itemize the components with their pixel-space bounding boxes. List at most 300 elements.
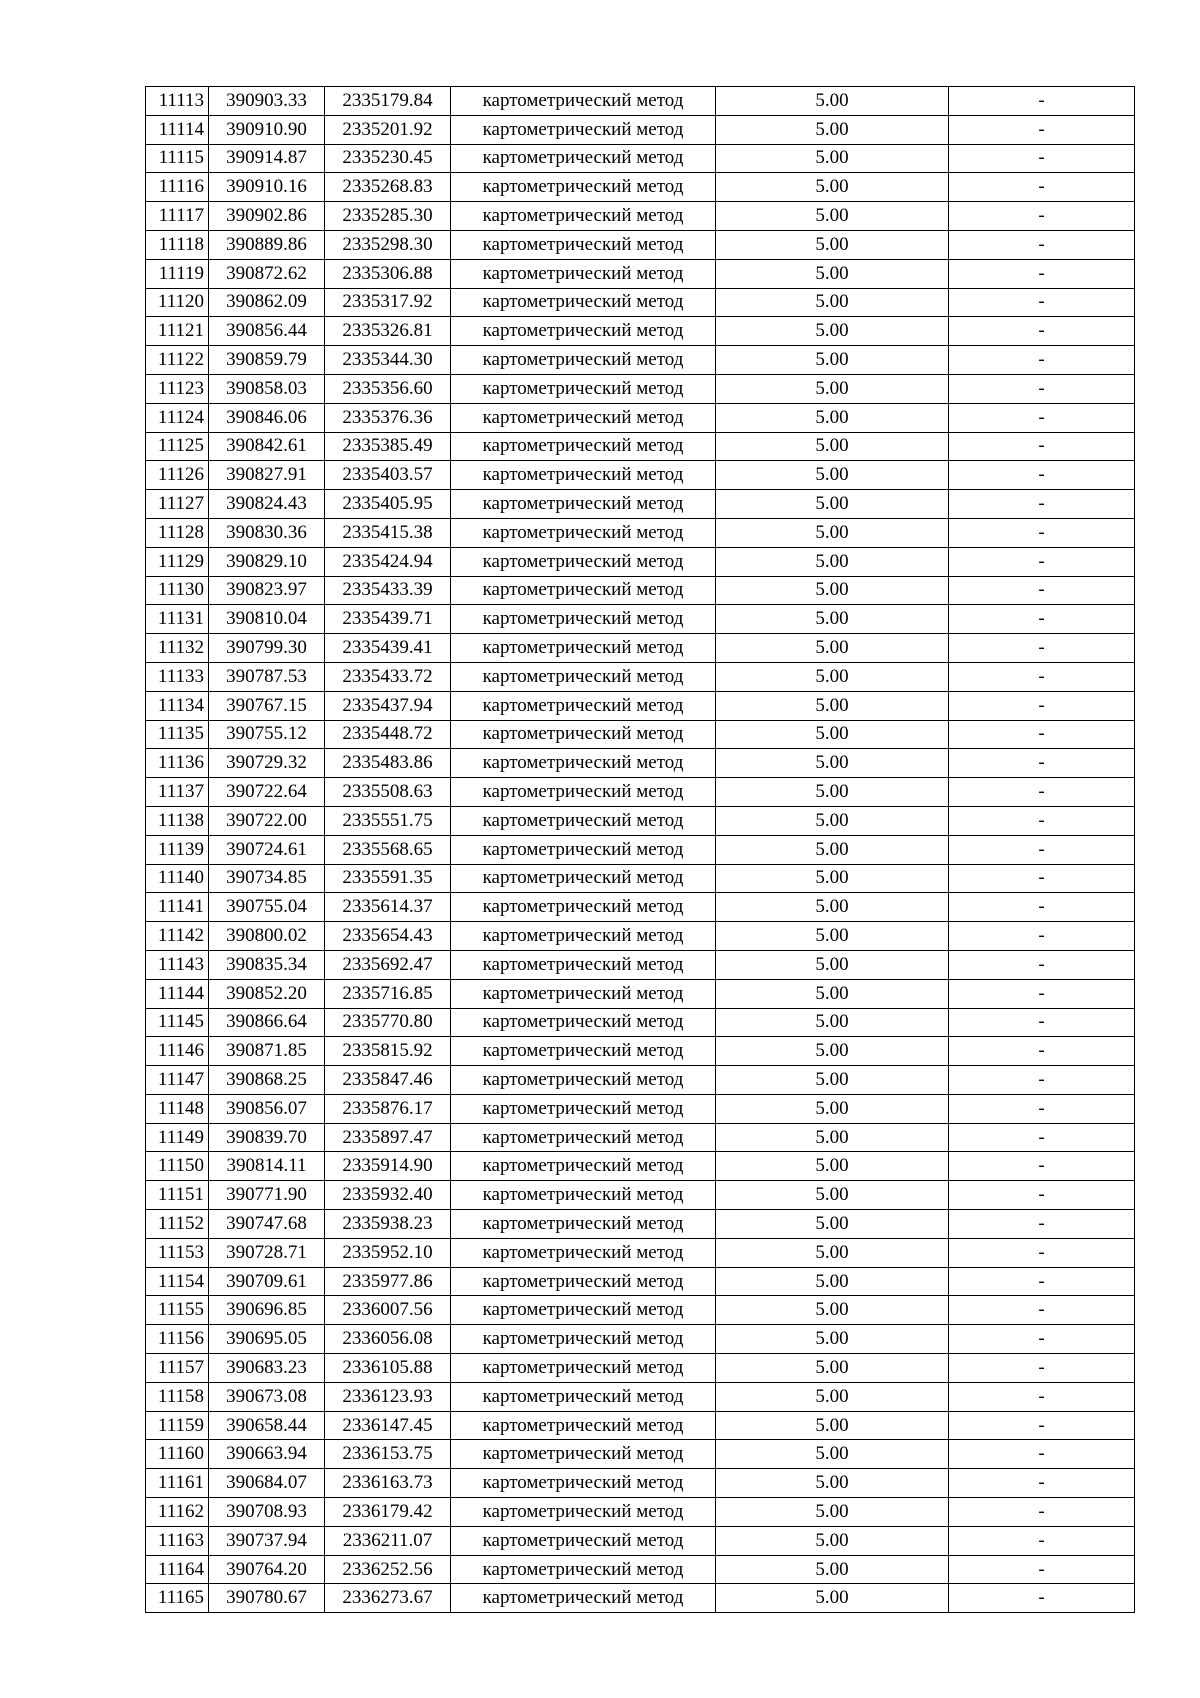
table-row <box>146 806 1135 835</box>
method-cell: картометрический метод <box>451 1526 716 1555</box>
description-cell: - <box>949 1325 1135 1354</box>
table-row <box>146 259 1135 288</box>
method-cell: картометрический метод <box>451 893 716 922</box>
method-cell: картометрический метод <box>451 979 716 1008</box>
description-cell: - <box>949 893 1135 922</box>
method-cell: картометрический метод <box>451 1382 716 1411</box>
table-row <box>146 1008 1135 1037</box>
y-coordinate-cell: 2335938.23 <box>325 1210 451 1239</box>
description-cell: - <box>949 288 1135 317</box>
method-cell: картометрический метод <box>451 922 716 951</box>
table-row <box>146 1181 1135 1210</box>
description-cell: - <box>949 720 1135 749</box>
y-coordinate-cell: 2335654.43 <box>325 922 451 951</box>
description-cell: - <box>949 1440 1135 1469</box>
table-row <box>146 749 1135 778</box>
description-cell: - <box>949 1037 1135 1066</box>
accuracy-cell: 5.00 <box>716 461 949 490</box>
point-number-cell: 11159 <box>146 1411 209 1440</box>
accuracy-cell: 5.00 <box>716 662 949 691</box>
y-coordinate-cell: 2335614.37 <box>325 893 451 922</box>
point-number-cell: 11137 <box>146 778 209 807</box>
accuracy-cell: 5.00 <box>716 259 949 288</box>
point-number-cell: 11157 <box>146 1354 209 1383</box>
x-coordinate-cell: 390889.86 <box>209 230 325 259</box>
x-coordinate-cell: 390866.64 <box>209 1008 325 1037</box>
y-coordinate-cell: 2335692.47 <box>325 950 451 979</box>
description-cell: - <box>949 374 1135 403</box>
x-coordinate-cell: 390734.85 <box>209 864 325 893</box>
y-coordinate-cell: 2335424.94 <box>325 547 451 576</box>
accuracy-cell: 5.00 <box>716 403 949 432</box>
table-row <box>146 576 1135 605</box>
coordinates-table <box>145 86 1135 1613</box>
description-cell: - <box>949 1354 1135 1383</box>
table-row <box>146 173 1135 202</box>
x-coordinate-cell: 390709.61 <box>209 1267 325 1296</box>
accuracy-cell: 5.00 <box>716 1354 949 1383</box>
accuracy-cell: 5.00 <box>716 864 949 893</box>
description-cell: - <box>949 1267 1135 1296</box>
accuracy-cell: 5.00 <box>716 87 949 116</box>
point-number-cell: 11140 <box>146 864 209 893</box>
x-coordinate-cell: 390902.86 <box>209 202 325 231</box>
point-number-cell: 11143 <box>146 950 209 979</box>
accuracy-cell: 5.00 <box>716 346 949 375</box>
point-number-cell: 11132 <box>146 634 209 663</box>
point-number-cell: 11118 <box>146 230 209 259</box>
x-coordinate-cell: 390771.90 <box>209 1181 325 1210</box>
point-number-cell: 11142 <box>146 922 209 951</box>
table-row <box>146 461 1135 490</box>
description-cell: - <box>949 749 1135 778</box>
point-number-cell: 11135 <box>146 720 209 749</box>
accuracy-cell: 5.00 <box>716 202 949 231</box>
method-cell: картометрический метод <box>451 1008 716 1037</box>
x-coordinate-cell: 390852.20 <box>209 979 325 1008</box>
table-row <box>146 317 1135 346</box>
x-coordinate-cell: 390724.61 <box>209 835 325 864</box>
description-cell: - <box>949 1526 1135 1555</box>
method-cell: картометрический метод <box>451 691 716 720</box>
method-cell: картометрический метод <box>451 778 716 807</box>
x-coordinate-cell: 390830.36 <box>209 518 325 547</box>
point-number-cell: 11136 <box>146 749 209 778</box>
point-number-cell: 11131 <box>146 605 209 634</box>
accuracy-cell: 5.00 <box>716 1008 949 1037</box>
point-number-cell: 11156 <box>146 1325 209 1354</box>
y-coordinate-cell: 2335914.90 <box>325 1152 451 1181</box>
method-cell: картометрический метод <box>451 835 716 864</box>
table-row <box>146 144 1135 173</box>
point-number-cell: 11114 <box>146 115 209 144</box>
table-row <box>146 691 1135 720</box>
accuracy-cell: 5.00 <box>716 490 949 519</box>
method-cell: картометрический метод <box>451 374 716 403</box>
accuracy-cell: 5.00 <box>716 1498 949 1527</box>
description-cell: - <box>949 87 1135 116</box>
description-cell: - <box>949 259 1135 288</box>
accuracy-cell: 5.00 <box>716 1123 949 1152</box>
y-coordinate-cell: 2335356.60 <box>325 374 451 403</box>
table-row <box>146 432 1135 461</box>
x-coordinate-cell: 390764.20 <box>209 1555 325 1584</box>
accuracy-cell: 5.00 <box>716 1181 949 1210</box>
table-row <box>146 115 1135 144</box>
y-coordinate-cell: 2335433.72 <box>325 662 451 691</box>
table-row <box>146 1066 1135 1095</box>
y-coordinate-cell: 2335508.63 <box>325 778 451 807</box>
table-row <box>146 1094 1135 1123</box>
y-coordinate-cell: 2335385.49 <box>325 432 451 461</box>
table-row <box>146 1584 1135 1613</box>
table-row <box>146 1210 1135 1239</box>
y-coordinate-cell: 2335298.30 <box>325 230 451 259</box>
x-coordinate-cell: 390856.44 <box>209 317 325 346</box>
description-cell: - <box>949 1094 1135 1123</box>
method-cell: картометрический метод <box>451 1123 716 1152</box>
y-coordinate-cell: 2335568.65 <box>325 835 451 864</box>
table-row <box>146 1325 1135 1354</box>
point-number-cell: 11121 <box>146 317 209 346</box>
table-row <box>146 547 1135 576</box>
table-row <box>146 1123 1135 1152</box>
point-number-cell: 11162 <box>146 1498 209 1527</box>
x-coordinate-cell: 390846.06 <box>209 403 325 432</box>
method-cell: картометрический метод <box>451 1469 716 1498</box>
y-coordinate-cell: 2335403.57 <box>325 461 451 490</box>
point-number-cell: 11164 <box>146 1555 209 1584</box>
method-cell: картометрический метод <box>451 950 716 979</box>
y-coordinate-cell: 2336252.56 <box>325 1555 451 1584</box>
method-cell: картометрический метод <box>451 1440 716 1469</box>
method-cell: картометрический метод <box>451 144 716 173</box>
accuracy-cell: 5.00 <box>716 1325 949 1354</box>
y-coordinate-cell: 2335437.94 <box>325 691 451 720</box>
description-cell: - <box>949 1066 1135 1095</box>
x-coordinate-cell: 390695.05 <box>209 1325 325 1354</box>
method-cell: картометрический метод <box>451 547 716 576</box>
accuracy-cell: 5.00 <box>716 1238 949 1267</box>
method-cell: картометрический метод <box>451 202 716 231</box>
x-coordinate-cell: 390859.79 <box>209 346 325 375</box>
x-coordinate-cell: 390871.85 <box>209 1037 325 1066</box>
x-coordinate-cell: 390839.70 <box>209 1123 325 1152</box>
method-cell: картометрический метод <box>451 1296 716 1325</box>
point-number-cell: 11146 <box>146 1037 209 1066</box>
x-coordinate-cell: 390722.64 <box>209 778 325 807</box>
method-cell: картометрический метод <box>451 518 716 547</box>
point-number-cell: 11126 <box>146 461 209 490</box>
y-coordinate-cell: 2335551.75 <box>325 806 451 835</box>
table-row <box>146 1238 1135 1267</box>
method-cell: картометрический метод <box>451 1210 716 1239</box>
x-coordinate-cell: 390842.61 <box>209 432 325 461</box>
method-cell: картометрический метод <box>451 1584 716 1613</box>
method-cell: картометрический метод <box>451 115 716 144</box>
x-coordinate-cell: 390872.62 <box>209 259 325 288</box>
point-number-cell: 11147 <box>146 1066 209 1095</box>
x-coordinate-cell: 390800.02 <box>209 922 325 951</box>
coordinates-table-body <box>146 87 1135 1613</box>
table-row <box>146 720 1135 749</box>
x-coordinate-cell: 390823.97 <box>209 576 325 605</box>
accuracy-cell: 5.00 <box>716 230 949 259</box>
description-cell: - <box>949 922 1135 951</box>
accuracy-cell: 5.00 <box>716 115 949 144</box>
description-cell: - <box>949 1411 1135 1440</box>
table-row <box>146 346 1135 375</box>
table-row <box>146 634 1135 663</box>
x-coordinate-cell: 390858.03 <box>209 374 325 403</box>
point-number-cell: 11122 <box>146 346 209 375</box>
x-coordinate-cell: 390787.53 <box>209 662 325 691</box>
table-row <box>146 950 1135 979</box>
table-row <box>146 1354 1135 1383</box>
point-number-cell: 11128 <box>146 518 209 547</box>
point-number-cell: 11152 <box>146 1210 209 1239</box>
table-row <box>146 288 1135 317</box>
x-coordinate-cell: 390856.07 <box>209 1094 325 1123</box>
accuracy-cell: 5.00 <box>716 691 949 720</box>
method-cell: картометрический метод <box>451 1181 716 1210</box>
point-number-cell: 11123 <box>146 374 209 403</box>
x-coordinate-cell: 390829.10 <box>209 547 325 576</box>
method-cell: картометрический метод <box>451 317 716 346</box>
description-cell: - <box>949 778 1135 807</box>
table-row <box>146 1440 1135 1469</box>
x-coordinate-cell: 390799.30 <box>209 634 325 663</box>
y-coordinate-cell: 2335815.92 <box>325 1037 451 1066</box>
point-number-cell: 11145 <box>146 1008 209 1037</box>
table-row <box>146 1526 1135 1555</box>
x-coordinate-cell: 390827.91 <box>209 461 325 490</box>
point-number-cell: 11116 <box>146 173 209 202</box>
x-coordinate-cell: 390658.44 <box>209 1411 325 1440</box>
y-coordinate-cell: 2335439.71 <box>325 605 451 634</box>
accuracy-cell: 5.00 <box>716 720 949 749</box>
table-row <box>146 230 1135 259</box>
y-coordinate-cell: 2335344.30 <box>325 346 451 375</box>
description-cell: - <box>949 317 1135 346</box>
point-number-cell: 11141 <box>146 893 209 922</box>
method-cell: картометрический метод <box>451 1498 716 1527</box>
x-coordinate-cell: 390755.04 <box>209 893 325 922</box>
y-coordinate-cell: 2336273.67 <box>325 1584 451 1613</box>
point-number-cell: 11155 <box>146 1296 209 1325</box>
description-cell: - <box>949 1584 1135 1613</box>
y-coordinate-cell: 2336153.75 <box>325 1440 451 1469</box>
accuracy-cell: 5.00 <box>716 893 949 922</box>
method-cell: картометрический метод <box>451 864 716 893</box>
accuracy-cell: 5.00 <box>716 1296 949 1325</box>
description-cell: - <box>949 547 1135 576</box>
description-cell: - <box>949 144 1135 173</box>
description-cell: - <box>949 461 1135 490</box>
x-coordinate-cell: 390810.04 <box>209 605 325 634</box>
accuracy-cell: 5.00 <box>716 288 949 317</box>
x-coordinate-cell: 390722.00 <box>209 806 325 835</box>
method-cell: картометрический метод <box>451 87 716 116</box>
y-coordinate-cell: 2335977.86 <box>325 1267 451 1296</box>
y-coordinate-cell: 2335448.72 <box>325 720 451 749</box>
method-cell: картометрический метод <box>451 1152 716 1181</box>
point-number-cell: 11160 <box>146 1440 209 1469</box>
accuracy-cell: 5.00 <box>716 1469 949 1498</box>
accuracy-cell: 5.00 <box>716 1094 949 1123</box>
y-coordinate-cell: 2335179.84 <box>325 87 451 116</box>
x-coordinate-cell: 390862.09 <box>209 288 325 317</box>
accuracy-cell: 5.00 <box>716 1411 949 1440</box>
point-number-cell: 11120 <box>146 288 209 317</box>
accuracy-cell: 5.00 <box>716 835 949 864</box>
point-number-cell: 11124 <box>146 403 209 432</box>
description-cell: - <box>949 1555 1135 1584</box>
x-coordinate-cell: 390747.68 <box>209 1210 325 1239</box>
accuracy-cell: 5.00 <box>716 1526 949 1555</box>
x-coordinate-cell: 390903.33 <box>209 87 325 116</box>
description-cell: - <box>949 864 1135 893</box>
description-cell: - <box>949 950 1135 979</box>
table-row <box>146 518 1135 547</box>
description-cell: - <box>949 1498 1135 1527</box>
accuracy-cell: 5.00 <box>716 749 949 778</box>
y-coordinate-cell: 2336179.42 <box>325 1498 451 1527</box>
accuracy-cell: 5.00 <box>716 950 949 979</box>
point-number-cell: 11161 <box>146 1469 209 1498</box>
table-row <box>146 1555 1135 1584</box>
method-cell: картометрический метод <box>451 1555 716 1584</box>
description-cell: - <box>949 115 1135 144</box>
accuracy-cell: 5.00 <box>716 1210 949 1239</box>
table-row <box>146 605 1135 634</box>
description-cell: - <box>949 230 1135 259</box>
y-coordinate-cell: 2335876.17 <box>325 1094 451 1123</box>
point-number-cell: 11130 <box>146 576 209 605</box>
method-cell: картометрический метод <box>451 1238 716 1267</box>
description-cell: - <box>949 979 1135 1008</box>
method-cell: картометрический метод <box>451 230 716 259</box>
description-cell: - <box>949 576 1135 605</box>
method-cell: картометрический метод <box>451 749 716 778</box>
point-number-cell: 11153 <box>146 1238 209 1267</box>
y-coordinate-cell: 2336123.93 <box>325 1382 451 1411</box>
x-coordinate-cell: 390835.34 <box>209 950 325 979</box>
y-coordinate-cell: 2335770.80 <box>325 1008 451 1037</box>
x-coordinate-cell: 390767.15 <box>209 691 325 720</box>
description-cell: - <box>949 403 1135 432</box>
y-coordinate-cell: 2336007.56 <box>325 1296 451 1325</box>
table-row <box>146 893 1135 922</box>
y-coordinate-cell: 2336105.88 <box>325 1354 451 1383</box>
accuracy-cell: 5.00 <box>716 144 949 173</box>
table-row <box>146 864 1135 893</box>
description-cell: - <box>949 605 1135 634</box>
x-coordinate-cell: 390914.87 <box>209 144 325 173</box>
accuracy-cell: 5.00 <box>716 1066 949 1095</box>
accuracy-cell: 5.00 <box>716 317 949 346</box>
y-coordinate-cell: 2335591.35 <box>325 864 451 893</box>
method-cell: картометрический метод <box>451 490 716 519</box>
point-number-cell: 11134 <box>146 691 209 720</box>
method-cell: картометрический метод <box>451 1066 716 1095</box>
y-coordinate-cell: 2335268.83 <box>325 173 451 202</box>
x-coordinate-cell: 390663.94 <box>209 1440 325 1469</box>
accuracy-cell: 5.00 <box>716 979 949 1008</box>
table-row <box>146 202 1135 231</box>
description-cell: - <box>949 1382 1135 1411</box>
point-number-cell: 11133 <box>146 662 209 691</box>
point-number-cell: 11115 <box>146 144 209 173</box>
table-row <box>146 1267 1135 1296</box>
point-number-cell: 11144 <box>146 979 209 1008</box>
table-row <box>146 403 1135 432</box>
table-row <box>146 1382 1135 1411</box>
accuracy-cell: 5.00 <box>716 1584 949 1613</box>
point-number-cell: 11127 <box>146 490 209 519</box>
description-cell: - <box>949 1152 1135 1181</box>
point-number-cell: 11154 <box>146 1267 209 1296</box>
x-coordinate-cell: 390814.11 <box>209 1152 325 1181</box>
x-coordinate-cell: 390755.12 <box>209 720 325 749</box>
table-row <box>146 374 1135 403</box>
description-cell: - <box>949 1123 1135 1152</box>
x-coordinate-cell: 390737.94 <box>209 1526 325 1555</box>
y-coordinate-cell: 2336147.45 <box>325 1411 451 1440</box>
x-coordinate-cell: 390910.90 <box>209 115 325 144</box>
description-cell: - <box>949 202 1135 231</box>
y-coordinate-cell: 2335306.88 <box>325 259 451 288</box>
point-number-cell: 11138 <box>146 806 209 835</box>
method-cell: картометрический метод <box>451 1411 716 1440</box>
accuracy-cell: 5.00 <box>716 173 949 202</box>
accuracy-cell: 5.00 <box>716 778 949 807</box>
method-cell: картометрический метод <box>451 432 716 461</box>
point-number-cell: 11125 <box>146 432 209 461</box>
x-coordinate-cell: 390696.85 <box>209 1296 325 1325</box>
accuracy-cell: 5.00 <box>716 1555 949 1584</box>
point-number-cell: 11165 <box>146 1584 209 1613</box>
accuracy-cell: 5.00 <box>716 576 949 605</box>
method-cell: картометрический метод <box>451 346 716 375</box>
description-cell: - <box>949 1296 1135 1325</box>
point-number-cell: 11150 <box>146 1152 209 1181</box>
y-coordinate-cell: 2335405.95 <box>325 490 451 519</box>
y-coordinate-cell: 2335317.92 <box>325 288 451 317</box>
x-coordinate-cell: 390673.08 <box>209 1382 325 1411</box>
point-number-cell: 11113 <box>146 87 209 116</box>
description-cell: - <box>949 691 1135 720</box>
accuracy-cell: 5.00 <box>716 922 949 951</box>
y-coordinate-cell: 2335847.46 <box>325 1066 451 1095</box>
y-coordinate-cell: 2336056.08 <box>325 1325 451 1354</box>
table-row <box>146 1469 1135 1498</box>
description-cell: - <box>949 806 1135 835</box>
table-row <box>146 922 1135 951</box>
accuracy-cell: 5.00 <box>716 432 949 461</box>
table-row <box>146 490 1135 519</box>
table-row <box>146 1296 1135 1325</box>
accuracy-cell: 5.00 <box>716 1440 949 1469</box>
method-cell: картометрический метод <box>451 173 716 202</box>
method-cell: картометрический метод <box>451 403 716 432</box>
y-coordinate-cell: 2335952.10 <box>325 1238 451 1267</box>
description-cell: - <box>949 634 1135 663</box>
description-cell: - <box>949 518 1135 547</box>
table-row <box>146 979 1135 1008</box>
table-row <box>146 1498 1135 1527</box>
description-cell: - <box>949 1238 1135 1267</box>
